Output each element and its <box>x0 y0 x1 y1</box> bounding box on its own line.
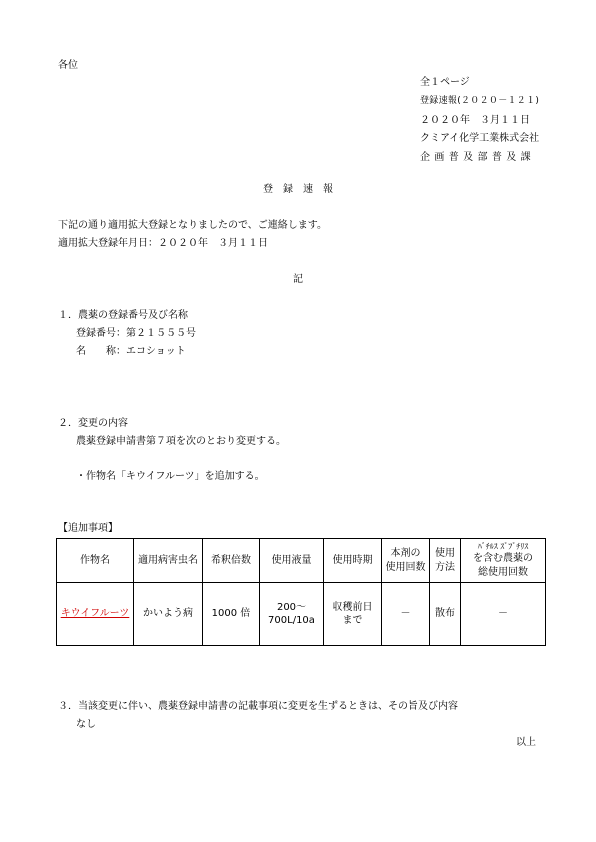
header-method-line1: 使用 <box>435 548 455 559</box>
crop-addition-note: ・作物名「キウイフルーツ」を追加する。 <box>76 471 265 482</box>
header-total-count-line2: を含む農薬の <box>473 553 533 565</box>
intro-text: 下記の通り適用拡大登録となりましたので、ご連絡します。 <box>58 220 327 231</box>
header-usage-count <box>382 539 430 583</box>
change-description: 農薬登録申請書第７項を次のとおり変更する。 <box>76 436 286 447</box>
pesticide-name: 名 称：エコショット <box>76 346 186 357</box>
cell-timing-line2: まで <box>342 615 363 626</box>
issue-date: ２０２０年 ３月１１日 <box>420 115 530 126</box>
document-title: 登 録 速 報 <box>263 184 333 195</box>
header-crop: 作物名 <box>57 539 134 583</box>
cell-dilution: 1000 倍 <box>203 583 260 646</box>
registration-date: 適用拡大登録年月日：２０２０年 ３月１１日 <box>58 238 268 249</box>
cell-volume-line2: 700L/10a <box>268 615 315 626</box>
cell-pest: かいよう病 <box>134 583 203 646</box>
cell-timing <box>324 583 382 646</box>
section1-heading: １．農薬の登録番号及び名称 <box>58 310 188 321</box>
cell-total-count: － <box>461 583 546 646</box>
registration-table <box>56 538 546 646</box>
addressee: 各位 <box>58 60 78 71</box>
header-usage-count-line1: 本剤の <box>390 548 421 559</box>
page-count: 全１ページ <box>420 77 470 88</box>
table-row <box>57 583 546 646</box>
table-header-row <box>57 539 546 583</box>
department-name: 企 画 普 及 部 普 及 課 <box>420 152 532 163</box>
section3-content: なし <box>76 719 96 730</box>
header-dilution: 希釈倍数 <box>203 539 260 583</box>
cell-crop <box>57 583 134 646</box>
header-pest: 適用病害虫名 <box>134 539 203 583</box>
cell-volume <box>260 583 324 646</box>
ki-marker: 記 <box>293 274 303 285</box>
header-volume: 使用液量 <box>260 539 324 583</box>
closing-mark: 以上 <box>516 737 536 748</box>
header-total-count-line1: ﾊﾞﾁﾙｽ ｽﾞﾌﾞﾁﾘｽ <box>477 541 529 551</box>
section3-heading: ３．当該変更に伴い、農薬登録申請書の記載事項に変更を生ずるときは、その旨及び内容 <box>58 701 458 712</box>
header-method-line2: 方法 <box>435 561 455 573</box>
header-total-count-line3: 総使用回数 <box>478 566 528 578</box>
cell-volume-line1: 200～ <box>276 601 307 613</box>
section2-heading: ２．変更の内容 <box>58 418 128 429</box>
header-usage-count-line2: 使用回数 <box>385 561 426 573</box>
registration-number: 登録番号：第２１５５５号 <box>76 328 196 339</box>
crop-name: キウイフルーツ <box>60 608 130 620</box>
bulletin-number: 登録速報(２０２０－１２１) <box>420 96 540 106</box>
table-label: 【追加事項】 <box>58 523 118 534</box>
header-timing: 使用時期 <box>324 539 382 583</box>
cell-usage-count: － <box>382 583 430 646</box>
header-total-count <box>461 539 546 583</box>
header-method <box>430 539 461 583</box>
company-name: クミアイ化学工業株式会社 <box>420 133 540 144</box>
cell-timing-line1: 収穫前日 <box>332 601 373 613</box>
cell-method: 散布 <box>430 583 461 646</box>
